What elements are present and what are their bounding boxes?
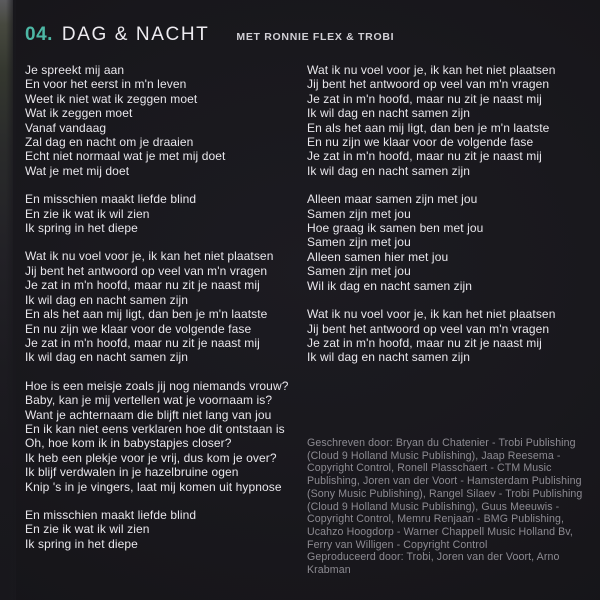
lyric-line: Wil ik dag en nacht samen zijn (307, 278, 473, 293)
track-subtitle: MET RONNIE FLEX & TROBI (236, 31, 395, 43)
lyric-line: Wat ik zeggen moet (25, 106, 133, 121)
lyric-line: Alleen samen hier met jou (307, 249, 449, 264)
credit-line: Ucahzo Hoogdorp - Warner Chappell Music Holland Bv, (307, 525, 573, 538)
credit-line: (Cloud 9 Holland Music Publishing), Jaap Reesema - (307, 449, 561, 462)
credit-line: (Cloud 9 Holland Music Publishing), Guus Meeuwis - (307, 500, 560, 513)
lyric-line: Je zat in m'n hoofd, maar nu zit je naast mij (307, 335, 542, 350)
lyric-line: Ik blijf verdwalen in je hazelbruine ogen (25, 465, 239, 480)
credit-line: (Sony Music Publishing), Rangel Silaev - Trobi Publishing (307, 487, 583, 500)
lyric-line: Wat ik nu voel voor je, ik kan het niet plaatsen (307, 63, 556, 77)
stanza (25, 379, 310, 494)
lyric-line: En als het aan mij ligt, dan ben je m'n laatste (307, 120, 550, 135)
lyric-line: En zie ik wat ik wil zien (25, 206, 150, 221)
track-header (25, 24, 394, 46)
lyric-line: En zie ik wat ik wil zien (25, 522, 150, 537)
lyric-line: Oh, hoe kom ik in babystapjes closer? (25, 436, 232, 451)
lyric-line: Ik wil dag en nacht samen zijn (307, 106, 471, 121)
stanza (25, 249, 310, 364)
credit-line: Krabman (307, 564, 351, 577)
lyric-line: En voor het eerst in m'n leven (25, 77, 187, 92)
lyric-line: Vanaf vandaag (25, 120, 107, 135)
lyric-line: Ik wil dag en nacht samen zijn (25, 292, 189, 307)
lyric-line: Ik wil dag en nacht samen zijn (307, 163, 471, 178)
lyric-line: Je zat in m'n hoofd, maar nu zit je naast mij (25, 278, 260, 293)
lyric-line: Wat ik nu voel voor je, ik kan het niet plaatsen (25, 249, 274, 264)
lyric-line: Je spreekt mij aan (25, 63, 125, 77)
stanza (307, 63, 595, 178)
lyric-line: Jij bent het antwoord op veel van m'n vragen (307, 77, 550, 92)
lyric-line: En misschien maakt liefde blind (25, 507, 197, 522)
lyric-line: Weet ik niet wat ik zeggen moet (25, 91, 198, 106)
credit-line: Geschreven door: Bryan du Chatenier - Trobi Publishing (307, 437, 576, 449)
credit-line: Publishing, Joren van der Voort - Hamsterdam Publishing (307, 475, 582, 488)
lyric-line: Jij bent het antwoord op veel van m'n vragen (25, 263, 268, 278)
lyric-line: En misschien maakt liefde blind (25, 192, 197, 207)
credit-line: Ferry van Willigen - Copyright Control (307, 538, 488, 551)
lyric-line: En als het aan mij ligt, dan ben je m'n laatste (25, 307, 268, 322)
lyric-line: En nu zijn we klaar voor de volgende fase (307, 135, 534, 150)
stanza (307, 307, 595, 365)
lyric-line: Hoe is een meisje zoals jij nog niemands vrouw? (25, 378, 289, 393)
stanza (25, 192, 310, 235)
lyric-line: Zal dag en nacht om je draaien (25, 135, 194, 150)
stanza (307, 192, 595, 293)
lyric-line: Je zat in m'n hoofd, maar nu zit je naast mij (307, 149, 542, 164)
lyric-line: En ik kan niet eens verklaren hoe dit ontstaan is (25, 421, 285, 436)
lyric-line: Je zat in m'n hoofd, maar nu zit je naast mij (25, 335, 260, 350)
credits-block (307, 437, 595, 577)
lyric-line: Knip 's in je vingers, laat mij komen uit hypnose (25, 479, 282, 494)
lyric-line: Samen zijn met jou (307, 264, 411, 279)
credit-line: Copyright Control, Memru Renjaan - BMG Publishing, (307, 513, 564, 526)
track-title: DAG & NACHT (61, 24, 210, 45)
lyric-line: Echt niet normaal wat je met mij doet (25, 149, 226, 164)
lyric-line: Jij bent het antwoord op veel van m'n vragen (307, 321, 550, 336)
lyric-line: Samen zijn met jou (307, 206, 411, 221)
lyric-line: Alleen maar samen zijn met jou (307, 192, 478, 207)
stanza (25, 508, 310, 551)
track-number: 04. (25, 24, 53, 45)
lyric-line: Baby, kan je mij vertellen wat je voornaam is? (25, 393, 273, 408)
lyric-line: Wat je met mij doet (25, 163, 130, 178)
credit-line: Copyright Control, Ronell Plasschaert - CTM Music (307, 462, 552, 475)
stanza (25, 63, 310, 178)
credit-line: Geproduceerd door: Trobi, Joren van der Voort, Arno (307, 551, 560, 564)
lyric-line: Ik heb een plekje voor je vrij, dus kom je over? (25, 450, 277, 465)
lyric-line: Wat ik nu voel voor je, ik kan het niet plaatsen (307, 307, 556, 322)
lyric-line: Samen zijn met jou (307, 235, 411, 250)
booklet-spine-edge (0, 0, 13, 600)
lyric-line: Ik wil dag en nacht samen zijn (25, 350, 189, 365)
lyrics-column-left (25, 63, 310, 565)
lyric-line: Ik spring in het diepe (25, 221, 138, 236)
lyric-line: Hoe graag ik samen ben met jou (307, 221, 484, 236)
lyric-line: En nu zijn we klaar voor de volgende fase (25, 321, 252, 336)
lyric-line: Ik wil dag en nacht samen zijn (307, 350, 471, 365)
lyrics-column-right (307, 63, 595, 379)
lyric-line: Je zat in m'n hoofd, maar nu zit je naast mij (307, 91, 542, 106)
lyric-line: Want je achternaam die blijft niet lang van jou (25, 407, 272, 422)
lyric-line: Ik spring in het diepe (25, 536, 138, 551)
